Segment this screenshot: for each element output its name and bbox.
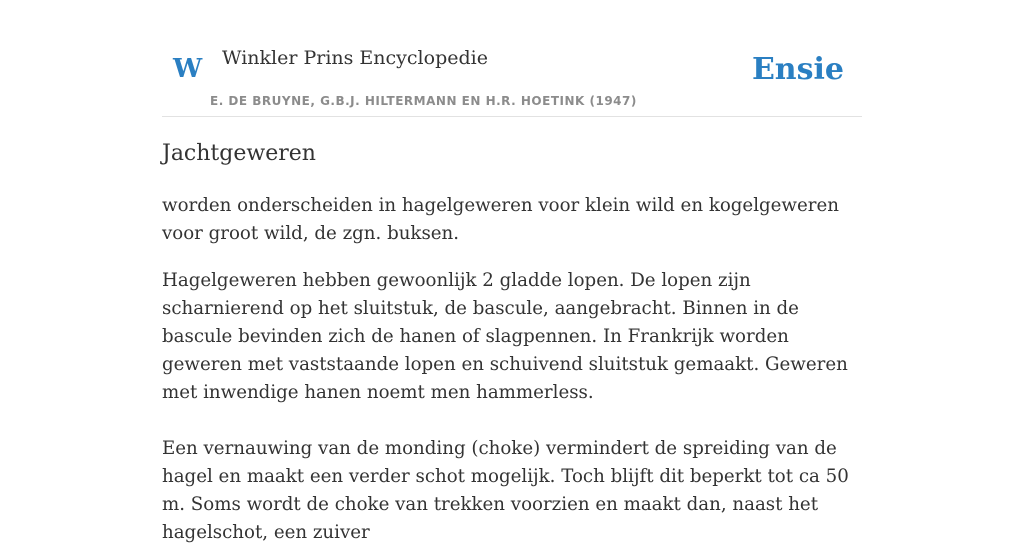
article-paragraph: worden onderscheiden in hagelgeweren voor klein wild en kogelgeweren voor groot wild, de zgn. buksen. xyxy=(162,195,839,244)
article xyxy=(162,136,862,547)
site-header xyxy=(162,0,862,117)
article-title: Jachtgeweren xyxy=(162,141,316,166)
encyclopedia-logo[interactable]: W xyxy=(173,54,203,84)
ensie-logo[interactable]: Ensie xyxy=(751,52,844,87)
article-paragraph: Hagelgeweren hebben gewoonlijk 2 gladde lopen. De lopen zijn scharnierend op het sluitstuk, de bascule, aangebracht. Binnen in de bascule bevinden zich de hanen of slagpennen. In Frankrijk worden geweren met vaststaande lopen en schuivend sluitstuk gemaakt. Geweren met inwendige hanen noemt men hammerless. xyxy=(162,270,848,403)
publication-authors: E. DE BRUYNE, G.B.J. HILTERMANN EN H.R. HOETINK (1947) xyxy=(210,94,637,108)
publication-title[interactable]: Winkler Prins Encyclopedie xyxy=(222,47,488,69)
article-paragraph: Een vernauwing van de monding (choke) vermindert de spreiding van de hagel en maakt een verder schot mogelijk. Toch blijft dit beperkt tot ca 50 m. Soms wordt de choke van trekken voorzien en maakt dan, naast het hagelschot, een zuiver xyxy=(162,438,849,543)
